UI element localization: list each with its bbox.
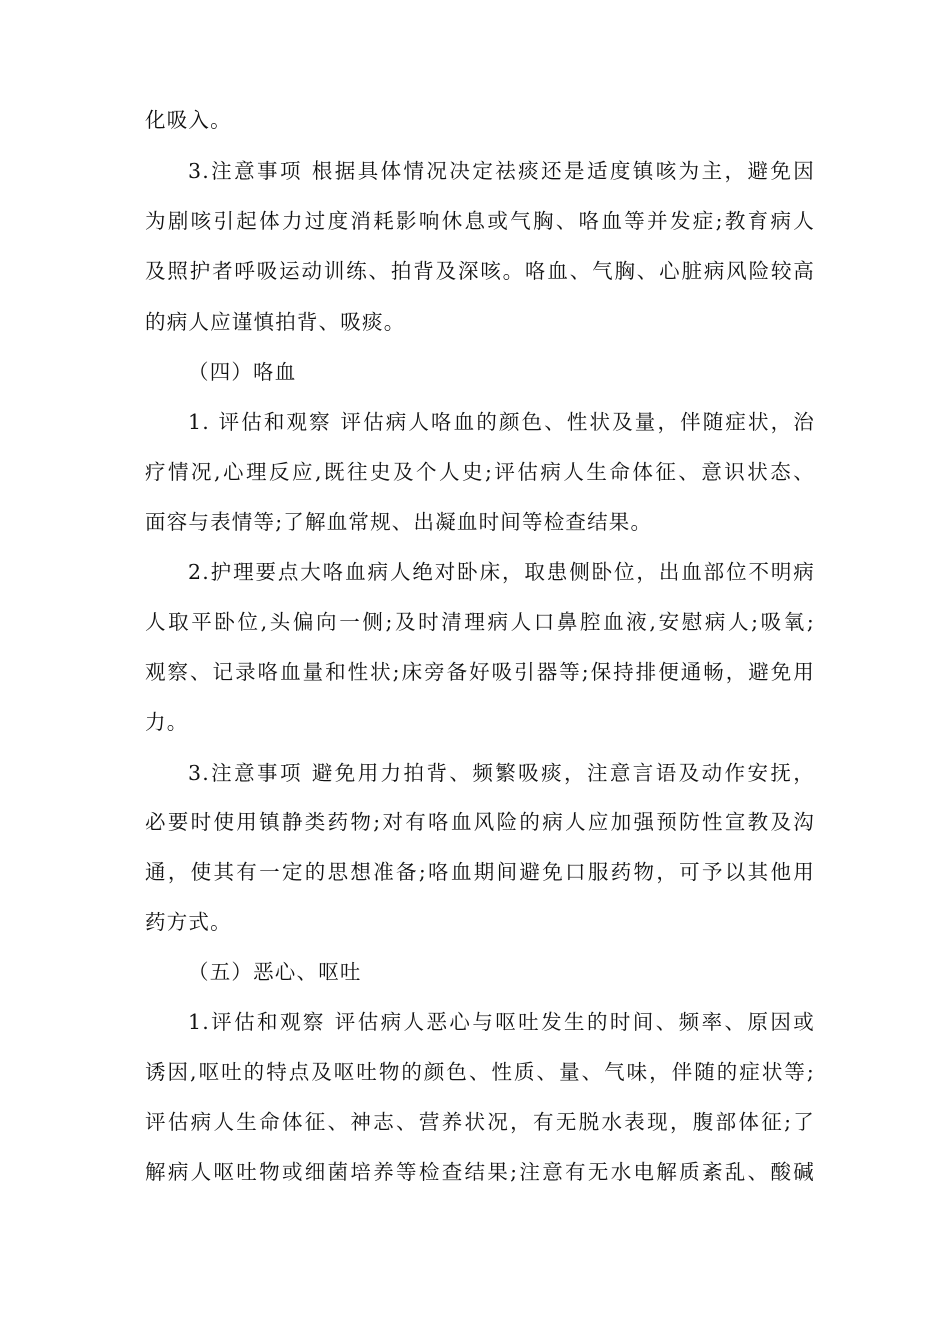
text-line: 力。 [145,710,189,734]
section-heading: （五）恶心、呕吐 [188,960,362,984]
text-line: 1.评估和观察 评估病人恶心与呕吐发生的时间、频率、原因或 [188,1010,815,1034]
text-line: 药方式。 [145,910,232,934]
text-line: 3.注意事项 避免用力拍背、频繁吸痰，注意言语及动作安抚， [188,761,815,785]
text-line: 解病人呕吐物或细菌培养等检查结果;注意有无水电解质紊乱、酸碱 [145,1160,815,1184]
text-line: 评估病人生命体征、神志、营养状况，有无脱水表现，腹部体征;了 [145,1110,815,1134]
text-line: 化吸入。 [145,108,232,132]
text-line: 诱因,呕吐的特点及呕吐物的颜色、性质、量、气味，伴随的症状等; [145,1060,815,1084]
text-line: 2.护理要点大咯血病人绝对卧床，取患侧卧位，出血部位不明病 [188,560,815,584]
text-line: 面容与表情等;了解血常规、出凝血时间等检查结果。 [145,510,653,534]
text-line: 及照护者呼吸运动训练、拍背及深咳。咯血、气胸、心脏病风险较高 [145,259,815,283]
text-line: 的病人应谨慎拍背、吸痰。 [145,310,406,334]
text-line: 3.注意事项 根据具体情况决定祛痰还是适度镇咳为主，避免因 [188,159,815,183]
text-line: 为剧咳引起体力过度消耗影响休息或气胸、咯血等并发症;教育病人 [145,209,815,233]
text-line: 疗情况,心理反应,既往史及个人史;评估病人生命体征、意识状态、 [145,460,815,484]
section-heading: （四）咯血 [188,360,297,384]
text-line: 必要时使用镇静类药物;对有咯血风险的病人应加强预防性宣教及沟 [145,810,815,834]
text-line: 人取平卧位,头偏向一侧;及时清理病人口鼻腔血液,安慰病人;吸氧; [145,610,815,634]
text-line: 观察、记录咯血量和性状;床旁备好吸引器等;保持排便通畅，避免用 [145,660,815,684]
text-line: 通，使其有一定的思想准备;咯血期间避免口服药物，可予以其他用 [145,860,815,884]
text-line: 1. 评估和观察 评估病人咯血的颜色、性状及量，伴随症状，治 [188,410,815,434]
